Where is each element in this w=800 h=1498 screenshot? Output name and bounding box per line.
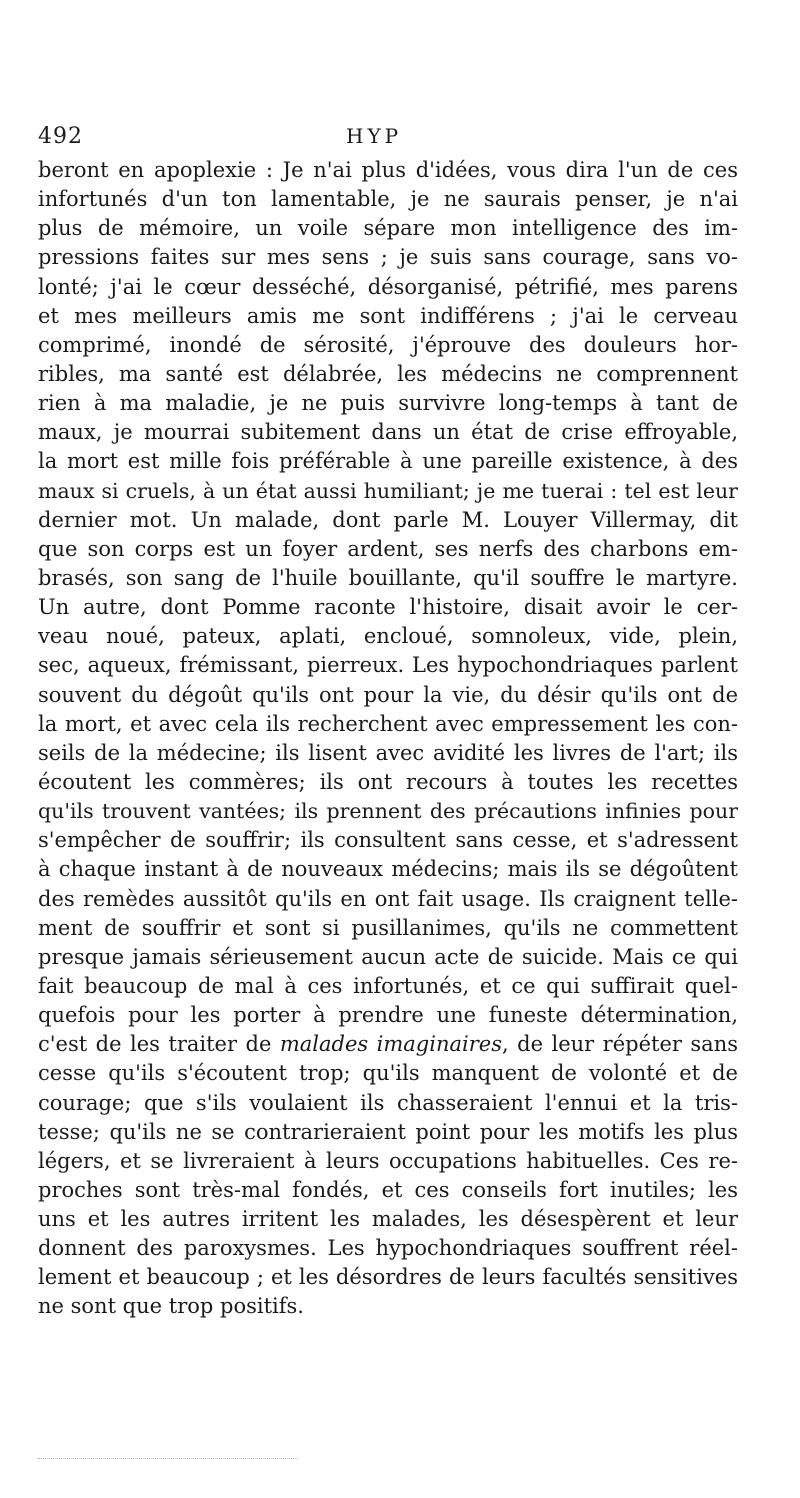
text-line: seils de la médecine; ils lisent avec avidité les livres de l'art; ils bbox=[38, 740, 738, 765]
text-line: uns et les autres irritent les malades, les désespèrent et leur bbox=[38, 1207, 738, 1232]
text-run: , de leur répéter sans bbox=[501, 1032, 738, 1057]
text-line: donnent des paroxysmes. Les hypochondriaques souffrent réel- bbox=[38, 1236, 738, 1261]
running-head: HYP bbox=[346, 124, 403, 148]
italic-phrase: malades imaginaires bbox=[279, 1032, 502, 1057]
text-line: souvent du dégoût qu'ils ont pour la vie, du désir qu'ils ont de bbox=[38, 682, 738, 707]
text-line: lonté; j'ai le cœur desséché, désorganisé, pétrifié, mes parens bbox=[38, 274, 738, 299]
text-line: infortunés d'un ton lamentable, je ne saurais penser, je n'ai bbox=[38, 187, 738, 212]
text-line: ne sont que trop positifs. bbox=[38, 1294, 304, 1319]
text-line: proches sont très-mal fondés, et ces conseils fort inutiles; les bbox=[38, 1177, 738, 1202]
text-line: Un autre, dont Pomme raconte l'histoire, disait avoir le cer- bbox=[38, 595, 738, 620]
page-header bbox=[38, 124, 738, 154]
text-line: qu'ils trouvent vantées; ils prennent des précautions infinies pour bbox=[38, 799, 738, 824]
text-line: presque jamais sérieusement aucun acte de suicide. Mais ce qui bbox=[38, 944, 738, 969]
text-line: lement et beaucoup ; et les désordres de leurs facultés sensitives bbox=[38, 1265, 738, 1290]
text-line: rien à ma maladie, je ne puis survivre long-temps à tant de bbox=[38, 391, 738, 416]
text-line: sec, aqueux, frémissant, pierreux. Les hypochondriaques parlent bbox=[38, 653, 738, 678]
text-line bbox=[38, 1030, 738, 1059]
text-line: maux, je mourrai subitement dans un état de crise effroyable, bbox=[38, 420, 738, 445]
text-line: plus de mémoire, un voile sépare mon intelligence des im- bbox=[38, 216, 738, 241]
text-line: comprimé, inondé de sérosité, j'éprouve des douleurs hor- bbox=[38, 332, 738, 357]
text-line: ment de souffrir et sont si pusillanimes, qu'ils ne commettent bbox=[38, 915, 738, 940]
text-run: c'est de les traiter de bbox=[38, 1032, 280, 1057]
text-line: brasés, son sang de l'huile bouillante, qu'il souffre le martyre. bbox=[38, 565, 738, 590]
text-line: veau noué, pateux, aplati, encloué, somnoleux, vide, plein, bbox=[38, 624, 738, 649]
text-line: beront en apoplexie : Je n'ai plus d'idées, vous dira l'un de ces bbox=[38, 158, 738, 182]
text-line: pressions faites sur mes sens ; je suis sans courage, sans vo- bbox=[38, 245, 738, 270]
text-line: dernier mot. Un malade, dont parle M. Louyer Villermay, dit bbox=[38, 507, 738, 532]
text-line: à chaque instant à de nouveaux médecins; mais ils se dégoûtent bbox=[38, 857, 738, 882]
text-line: quefois pour les porter à prendre une funeste détermination, bbox=[38, 1003, 738, 1028]
text-line: écoutent les commères; ils ont recours à toutes les recettes bbox=[38, 769, 738, 794]
page-number: 492 bbox=[38, 124, 83, 149]
text-line: s'empêcher de souffrir; ils consultent sans cesse, et s'adressent bbox=[38, 828, 738, 853]
text-line: courage; que s'ils voulaient ils chasseraient l'ennui et la tris- bbox=[38, 1090, 738, 1115]
page-edge-marks bbox=[38, 1458, 298, 1465]
text-line: fait beaucoup de mal à ces infortunés, et ce qui suffirait quel- bbox=[38, 973, 738, 998]
body-text bbox=[38, 156, 738, 1322]
text-line: et mes meilleurs amis me sont indifférens ; j'ai le cerveau bbox=[38, 303, 738, 328]
text-line: maux si cruels, à un état aussi humiliant; je me tuerai : tel est leur bbox=[38, 478, 738, 503]
text-line: la mort est mille fois préférable à une pareille existence, à des bbox=[38, 449, 738, 474]
text-line: que son corps est un foyer ardent, ses nerfs des charbons em- bbox=[38, 536, 738, 561]
text-line: ribles, ma santé est délabrée, les médecins ne comprennent bbox=[38, 361, 738, 386]
text-line: des remèdes aussitôt qu'ils en ont fait usage. Ils craignent telle- bbox=[38, 886, 738, 911]
text-line: tesse; qu'ils ne se contrarieraient point pour les motifs les plus bbox=[38, 1119, 738, 1144]
text-line: cesse qu'ils s'écoutent trop; qu'ils manquent de volonté et de bbox=[38, 1061, 738, 1086]
text-line: légers, et se livreraient à leurs occupations habituelles. Ces re- bbox=[38, 1148, 738, 1173]
text-line: la mort, et avec cela ils recherchent avec empressement les con- bbox=[38, 711, 738, 736]
